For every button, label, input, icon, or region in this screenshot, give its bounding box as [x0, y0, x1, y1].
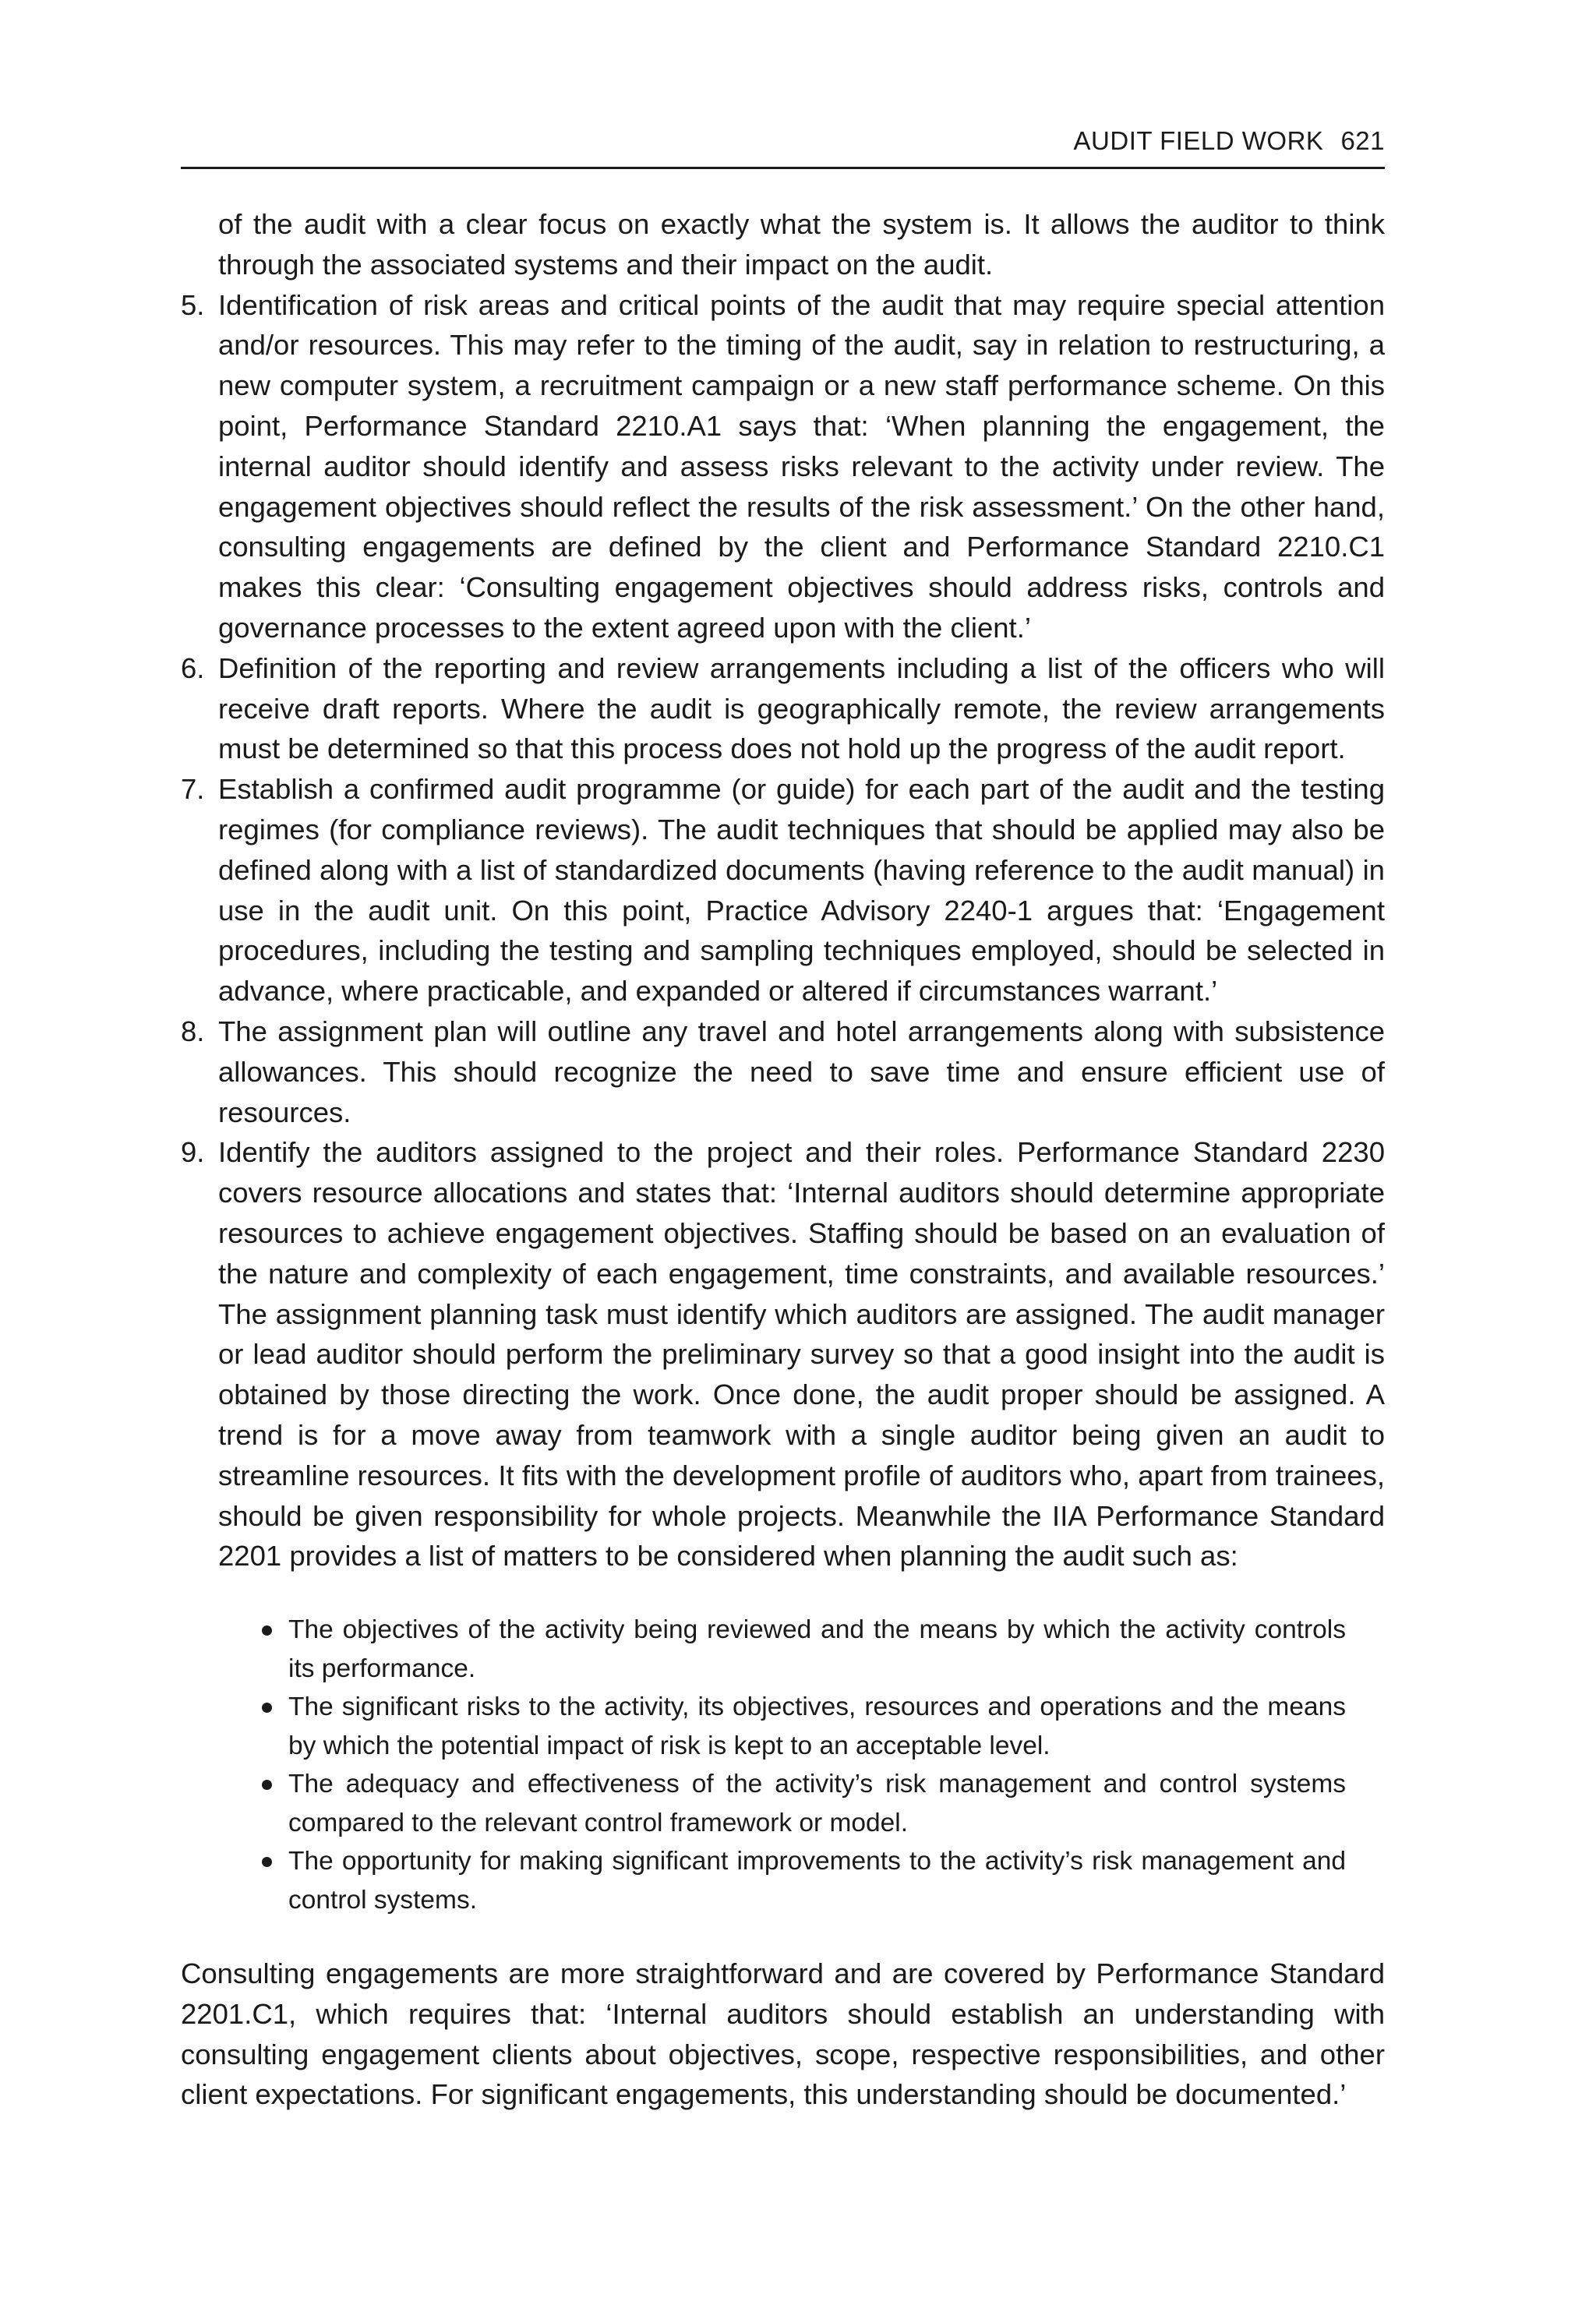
list-item — [181, 1132, 1385, 1576]
bullet-dot-icon — [262, 1703, 272, 1713]
list-item — [181, 648, 1385, 769]
bullet-dot-icon — [262, 1780, 272, 1790]
running-head — [181, 123, 1385, 159]
bullet-item — [288, 1611, 1346, 1688]
bullet-item — [288, 1765, 1346, 1842]
bullet-dot-icon — [262, 1857, 272, 1867]
header-rule — [181, 167, 1385, 169]
bullet-text: The objectives of the activity being reviewed and the means by which the activity controls its performance. — [288, 1615, 1346, 1683]
running-title: AUDIT FIELD WORK — [1073, 126, 1324, 155]
bullet-text: The adequacy and effectiveness of the activity’s risk management and control systems compared to the relevant control framework or model. — [288, 1770, 1346, 1837]
numbered-list — [181, 285, 1385, 1577]
list-item — [181, 285, 1385, 648]
bullet-list — [181, 1611, 1385, 1919]
list-item-text: The assignment plan will outline any travel and hotel arrangements along with subsistence allowances. This should recognize the need to save time and ensure efficient use of resources. — [218, 1015, 1385, 1128]
bullet-item — [288, 1688, 1346, 1765]
list-item-number: 6. — [181, 651, 205, 684]
closing-paragraph: Consulting engagements are more straightforward and are covered by Performance Standard 2201.C1, which requires that: ‘Internal auditors should establish an understanding with consulting engagement clients about objectives, scope, respective responsibilities, and other client expectations. For significant engagements, this understanding should be documented.’ — [181, 1957, 1385, 2111]
list-item-number: 5. — [181, 288, 205, 321]
list-item-text: Definition of the reporting and review arrangements including a list of the officers who will receive draft reports. Where the audit is geographically remote, the review arrangements must be determined so that this process does not hold up the progress of the audit report. — [218, 651, 1385, 765]
page-number: 621 — [1340, 126, 1385, 155]
bullet-dot-icon — [262, 1625, 272, 1636]
list-item — [181, 769, 1385, 1011]
list-item-number: 7. — [181, 773, 205, 806]
list-item-text: Establish a confirmed audit programme (or guide) for each part of the audit and the testing regimes (for compliance reviews). The audit techniques that should be applied may also be defined along with a list of standardized documents (having reference to the audit manual) in use in the audit unit. On this point, Practice Advisory 2240-1 argues that: ‘Engagement procedures, including the testing and sampling techniques employed, should be selected in advance, where practicable, and expanded or altered if circumstances warrant.’ — [218, 773, 1385, 1008]
bullet-text: The significant risks to the activity, its objectives, resources and operations and the means by which the potential impact of risk is kept to an acceptable level. — [288, 1692, 1346, 1760]
list-item-number: 8. — [181, 1015, 205, 1047]
bullet-item — [288, 1842, 1346, 1919]
list-item-text: Identify the auditors assigned to the project and their roles. Performance Standard 2230 covers resource allocations and states that: ‘Internal auditors should determine appropriate resources to achieve engagement objectives. Staffing should be based on an evaluation of the nature and complexity of each engagement, time constraints, and available resources.’ The assignment planning task must identify which auditors are assigned. The audit manager or lead auditor should perform the preliminary survey so that a good insight into the audit is obtained by those directing the work. Once done, the audit proper should be assigned. A trend is for a move away from teamwork with a single auditor being given an audit to streamline resources. It fits with the development profile of auditors who, apart from trainees, should be given responsibility for whole projects. Meanwhile the IIA Performance Standard 2201 provides a list of matters to be considered when planning the audit such as: — [218, 1136, 1385, 1572]
continuation-paragraph: of the audit with a clear focus on exactly what the system is. It allows the auditor to think through the associated systems and their impact on the audit. — [218, 208, 1385, 281]
list-item-text: Identification of risk areas and critical points of the audit that may require special attention and/or resources. This may refer to the timing of the audit, say in relation to restructuring, a new computer system, a recruitment campaign or a new staff performance scheme. On this point, Performance Standard 2210.A1 says that: ‘When planning the engagement, the internal auditor should identify and assess risks relevant to the activity under review. The engagement objectives should reflect the results of the risk assessment.’ On the other hand, consulting engagements are defined by the client and Performance Standard 2210.C1 makes this clear: ‘Consulting engagement objectives should address risks, controls and governance processes to the extent agreed upon with the client.’ — [218, 288, 1385, 644]
body-text — [181, 204, 1385, 2115]
list-item — [181, 1011, 1385, 1132]
list-item-number: 9. — [181, 1136, 205, 1169]
bullet-text: The opportunity for making significant improvements to the activity’s risk management and control systems. — [288, 1847, 1346, 1915]
